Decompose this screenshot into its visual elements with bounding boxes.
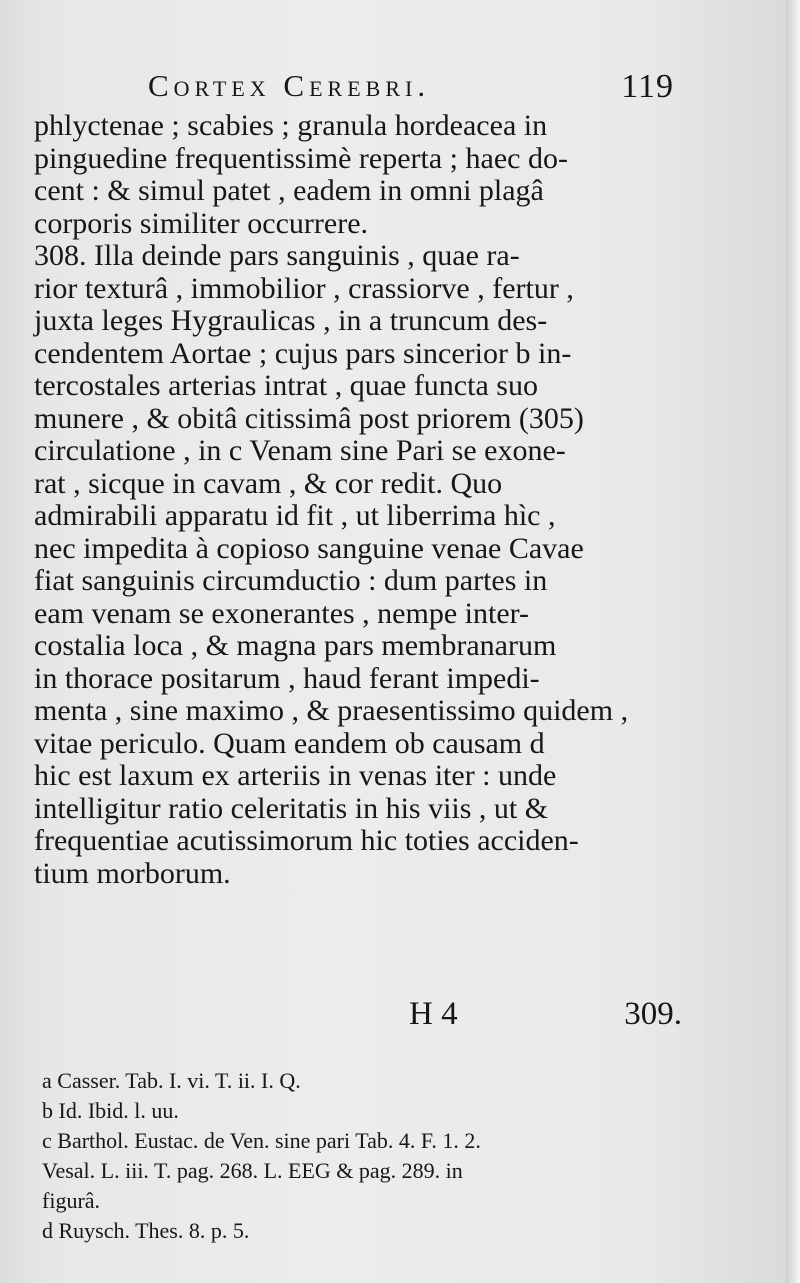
text-line: cendentem Aortae ; cujus pars sincerior b in- bbox=[34, 336, 572, 370]
footnote-line: Vesal. L. iii. T. pag. 268. L. EEG & pag. 289. in bbox=[42, 1158, 463, 1183]
footnote-line: b Id. Ibid. l. uu. bbox=[42, 1098, 179, 1123]
text-line: phlyctenae ; scabies ; granula hordeacea in bbox=[34, 109, 548, 142]
running-header bbox=[148, 68, 674, 108]
text-line: rat , sicque in cavam , & cor redit. Quo bbox=[34, 466, 503, 500]
text-line: pinguedine frequentissimè reperta ; haec do- bbox=[34, 141, 568, 175]
text-line: juxta leges Hygraulicas , in a truncum des- bbox=[34, 304, 548, 337]
page-number: 119 bbox=[621, 68, 674, 105]
running-title: Cortex Cerebri. bbox=[148, 68, 431, 103]
catchword: 309. bbox=[624, 996, 682, 1032]
text-line: rior texturâ , immobilior , crassiorve , fertur , bbox=[34, 271, 574, 305]
footnote-line: figurâ. bbox=[42, 1188, 101, 1213]
text-line: tium morborum. bbox=[34, 856, 231, 890]
text-line: frequentiae acutissimorum hic toties acciden- bbox=[34, 824, 579, 857]
page-edge-shadow bbox=[786, 0, 800, 1283]
footnotes bbox=[42, 1066, 682, 1246]
text-line: admirabili apparatu id fit , ut liberrima hìc , bbox=[34, 499, 556, 532]
text-line: 308. Illa deinde pars sanguinis , quae ra- bbox=[34, 239, 520, 272]
text-line: circulatione , in c Venam sine Pari se exone- bbox=[34, 434, 566, 467]
text-line: fiat sanguinis circumductio : dum partes in bbox=[34, 564, 548, 597]
text-line: munere , & obitâ citissimâ post priorem (305) bbox=[34, 401, 584, 435]
text-line: menta , sine maximo , & praesentissimo quidem , bbox=[34, 694, 629, 727]
text-line: cent : & simul patet , eadem in omni plagâ bbox=[34, 174, 544, 207]
signature-line bbox=[34, 996, 682, 1036]
text-line: eam venam se exonerantes , nempe inter- bbox=[34, 596, 530, 630]
text-line: costalia loca , & magna pars membranarum bbox=[34, 629, 557, 662]
footnote-line: c Barthol. Eustac. de Ven. sine pari Tab. 4. F. 1. 2. bbox=[42, 1128, 481, 1153]
footnote-line: a Casser. Tab. I. vi. T. ii. I. Q. bbox=[42, 1068, 301, 1093]
footnote-line: d Ruysch. Thes. 8. p. 5. bbox=[42, 1218, 250, 1243]
text-line: nec impedita à copioso sanguine venae Cavae bbox=[34, 531, 584, 565]
signature-mark: H 4 bbox=[409, 996, 458, 1032]
text-line: vitae periculo. Quam eandem ob causam d bbox=[34, 726, 545, 760]
text-line: intelligitur ratio celeritatis in his viis , ut & bbox=[34, 791, 549, 825]
text-line: hic est laxum ex arteriis in venas iter : unde bbox=[34, 759, 557, 792]
text-line: tercostales arterias intrat , quae functa suo bbox=[34, 369, 538, 402]
text-line: corporis similiter occurrere. bbox=[34, 206, 369, 240]
body-text bbox=[34, 110, 684, 890]
text-line: in thorace positarum , haud ferant impedi- bbox=[34, 661, 540, 695]
